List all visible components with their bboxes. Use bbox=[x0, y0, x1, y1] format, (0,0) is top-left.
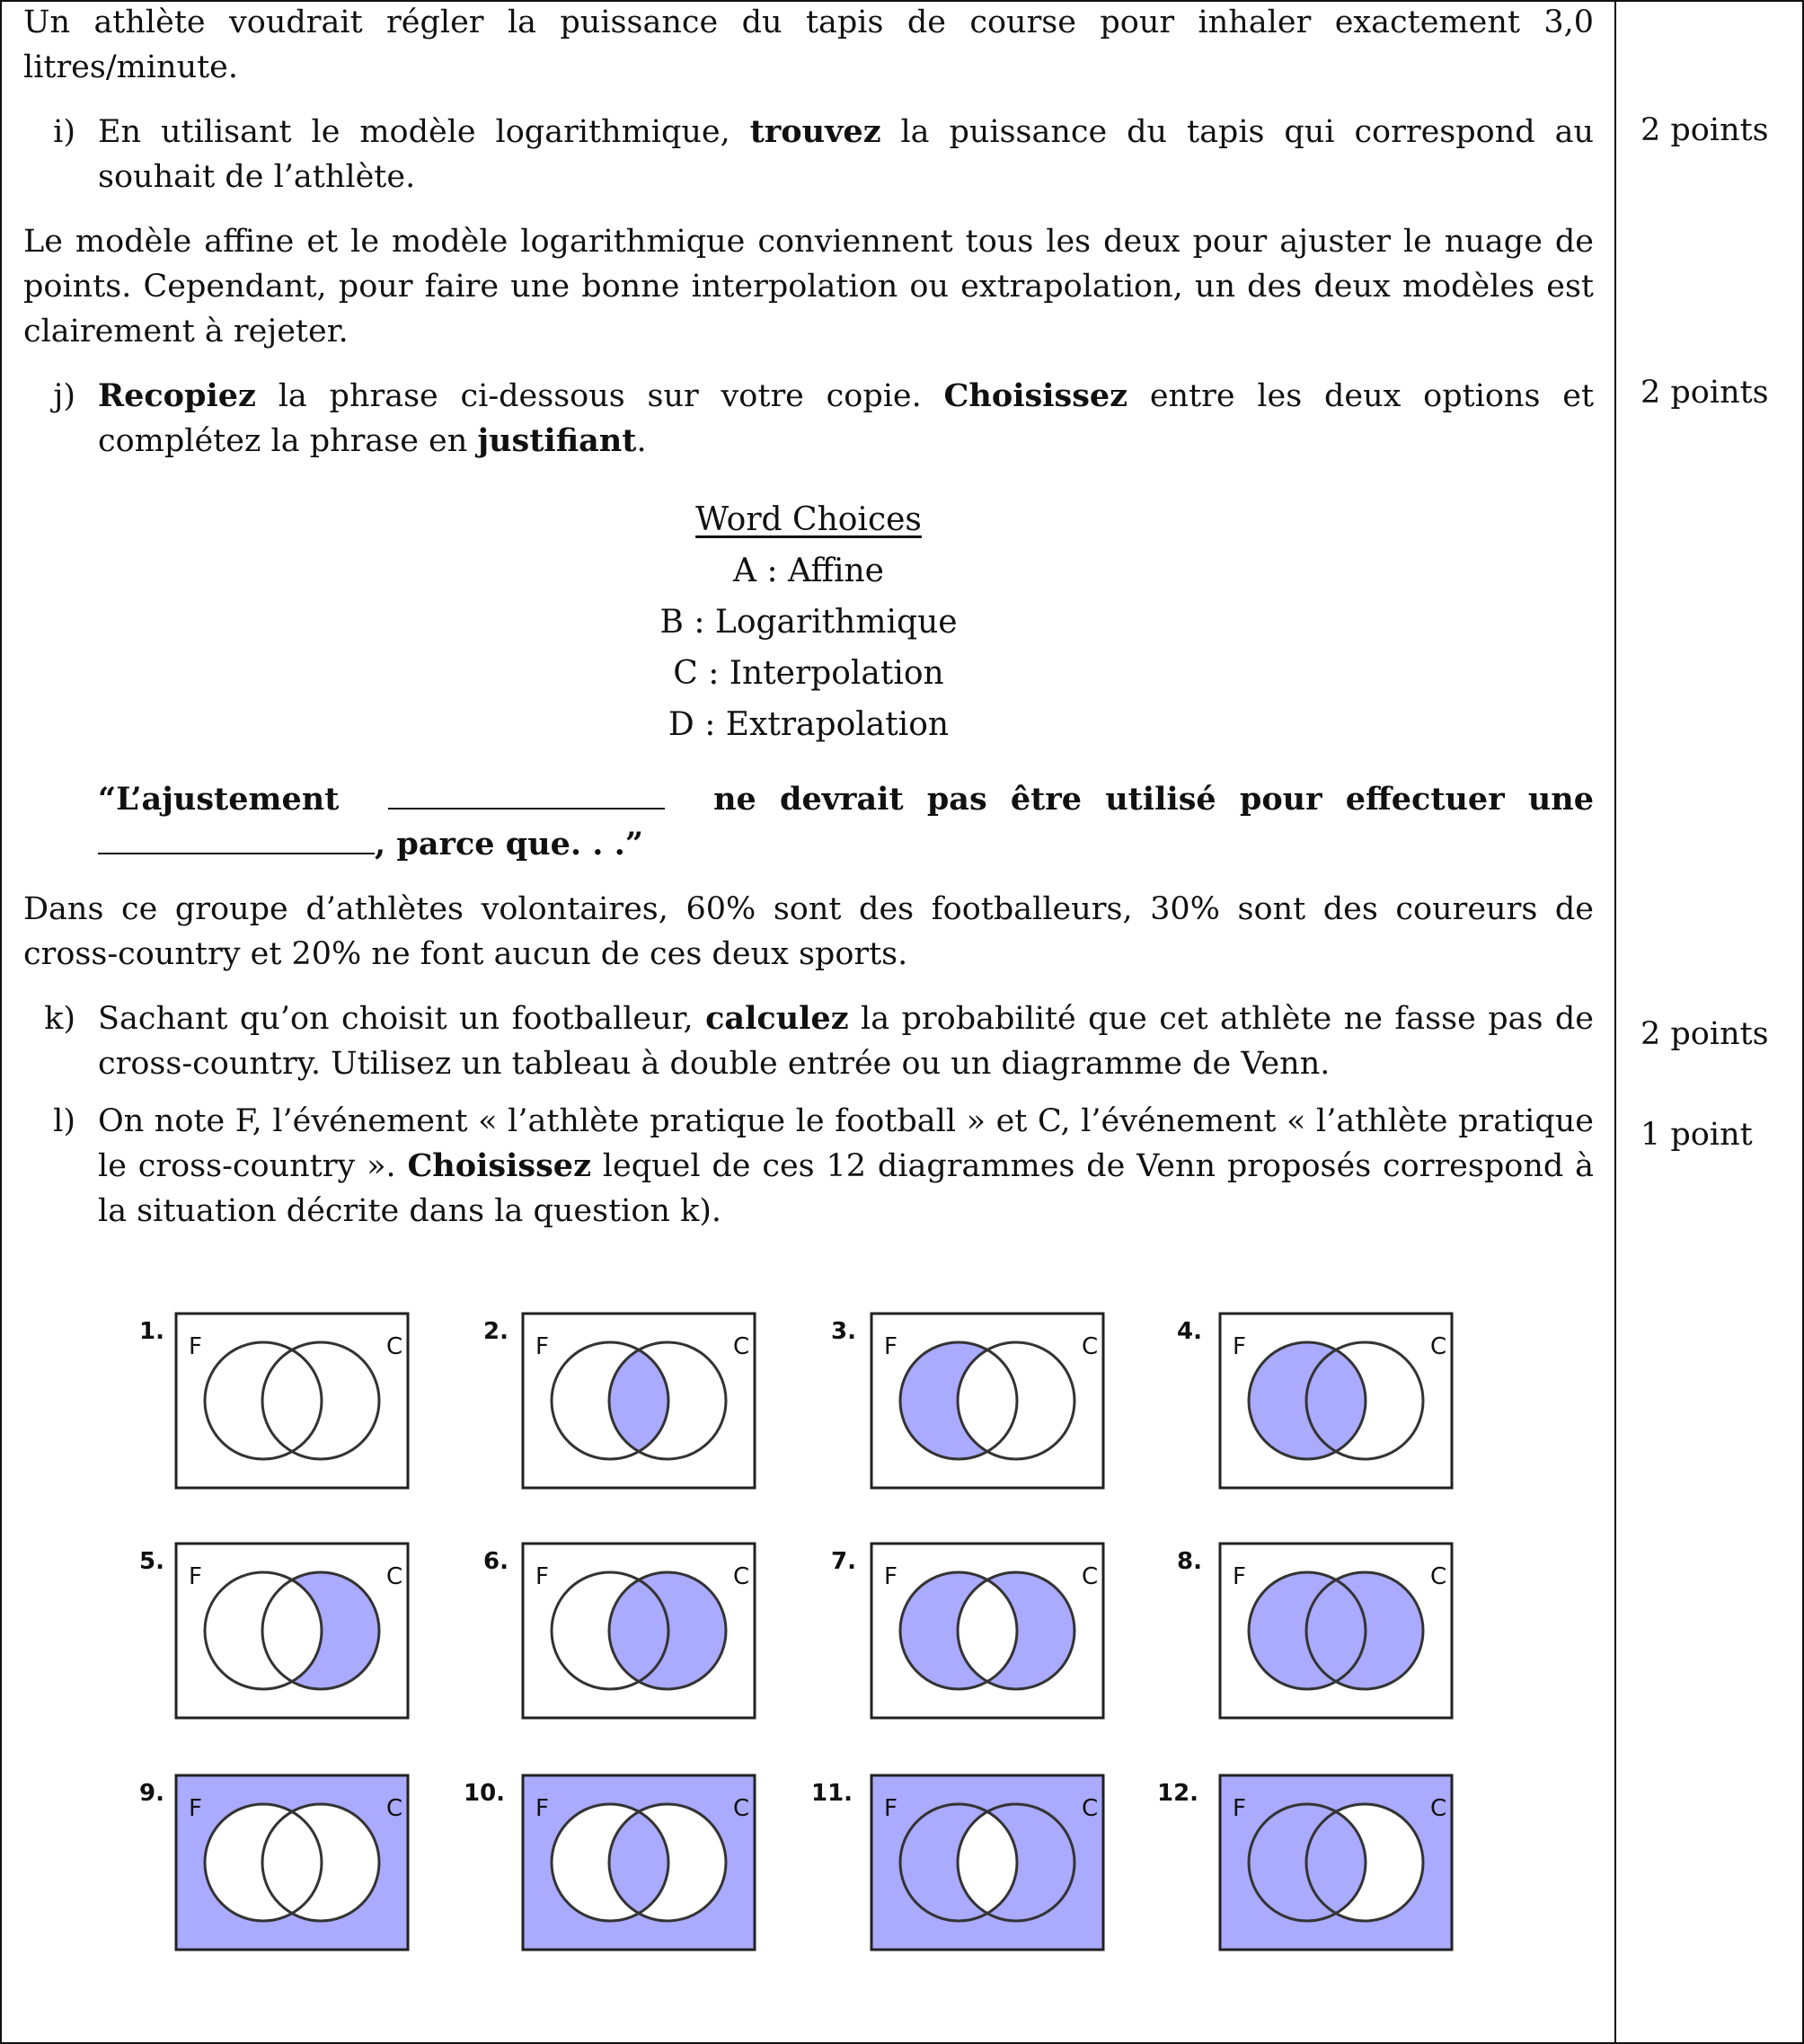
venn-label-f: F bbox=[535, 1333, 549, 1360]
athletes-paragraph: Dans ce groupe d’athlètes volontaires, 60% sont des footballeurs, 30% sont des coureurs de cross-country et 20% ne font aucun de ces deux sports. bbox=[23, 891, 1594, 972]
venn-label-f: F bbox=[1233, 1795, 1246, 1822]
word-choices-heading: Word Choices bbox=[695, 501, 922, 538]
question-j: j) Recopiez la phrase ci-dessous sur votre copie. Choisissez entre les deux options et complétez la phrase en justifiant. bbox=[23, 374, 1594, 464]
points-l: 1 point bbox=[1640, 1117, 1753, 1153]
venn-number: 7. bbox=[831, 1548, 856, 1575]
venn-label-c: C bbox=[1430, 1333, 1447, 1360]
venn-label-f: F bbox=[884, 1795, 898, 1822]
venn-number: 2. bbox=[483, 1318, 508, 1345]
venn-label-f: F bbox=[189, 1563, 202, 1590]
points-i: 2 points bbox=[1640, 112, 1769, 148]
venn-diagram bbox=[139, 1314, 408, 1488]
venn-label-c: C bbox=[386, 1795, 403, 1822]
question-label: l) bbox=[53, 1103, 75, 1139]
venn-number: 4. bbox=[1177, 1318, 1202, 1345]
word-choice: C : Interpolation bbox=[673, 655, 944, 692]
venn-label-f: F bbox=[535, 1795, 549, 1822]
venn-diagram bbox=[831, 1314, 1103, 1488]
venn-diagram bbox=[1177, 1544, 1452, 1718]
venn-label-c: C bbox=[733, 1563, 750, 1590]
venn-label-c: C bbox=[1082, 1795, 1099, 1822]
question-label: j) bbox=[53, 378, 75, 414]
venn-number: 12. bbox=[1157, 1780, 1199, 1807]
question-l: l) On note F, l’événement « l’athlète pratique le football » et C, l’événement « l’athlète pratique le cross-country ». Choisissez lequel de ces 12 diagrammes de Venn proposés correspond à la situation décrite dans la question k). bbox=[23, 1099, 1594, 1234]
venn-label-f: F bbox=[1233, 1563, 1246, 1590]
venn-diagram bbox=[831, 1544, 1103, 1718]
venn-label-c: C bbox=[1430, 1563, 1447, 1590]
venn-diagram bbox=[483, 1544, 755, 1718]
venn-number: 5. bbox=[139, 1548, 164, 1575]
model-paragraph: Le modèle affine et le modèle logarithmique conviennent tous les deux pour ajuster le nuage de points. Cependant, pour faire une bonne interpolation ou extrapolation, un des deux modèles est clairement à rejeter. bbox=[23, 224, 1594, 350]
venn-label-f: F bbox=[1233, 1333, 1246, 1360]
venn-label-f: F bbox=[189, 1795, 202, 1822]
venn-number: 10. bbox=[464, 1780, 506, 1807]
venn-label-c: C bbox=[386, 1333, 403, 1360]
points-k: 2 points bbox=[1640, 1016, 1769, 1052]
venn-label-f: F bbox=[884, 1563, 898, 1590]
intro-paragraph: Un athlète voudrait régler la puissance du tapis de course pour inhaler exactement 3,0 litres/minute. bbox=[23, 4, 1594, 85]
venn-number: 11. bbox=[811, 1780, 853, 1807]
venn-number: 3. bbox=[831, 1318, 856, 1345]
venn-number: 9. bbox=[139, 1780, 164, 1807]
venn-number: 8. bbox=[1177, 1548, 1202, 1575]
venn-label-f: F bbox=[884, 1333, 898, 1360]
word-choice: D : Extrapolation bbox=[668, 706, 950, 743]
venn-label-c: C bbox=[1082, 1563, 1099, 1590]
venn-label-c: C bbox=[1430, 1795, 1447, 1822]
venn-label-c: C bbox=[386, 1563, 403, 1590]
venn-label-c: C bbox=[1082, 1333, 1099, 1360]
venn-number: 6. bbox=[483, 1548, 508, 1575]
venn-diagram bbox=[1177, 1314, 1452, 1488]
question-label: k) bbox=[44, 1001, 75, 1037]
venn-label-f: F bbox=[189, 1333, 202, 1360]
sentence-to-complete: “L’ajustement ne devrait pas être utilisé pour effectuer une , parce que. . .” bbox=[98, 781, 1594, 863]
question-k: k) Sachant qu’on choisit un footballeur, calculez la probabilité que cet athlète ne fasse pas de cross-country. Utilisez un tableau à double entrée ou un diagramme de Venn. bbox=[23, 996, 1594, 1086]
venn-diagram bbox=[1157, 1775, 1452, 1950]
points-j: 2 points bbox=[1640, 375, 1769, 411]
venn-diagram bbox=[139, 1544, 408, 1718]
venn-diagram bbox=[483, 1314, 755, 1488]
question-i: i) En utilisant le modèle logarithmique, trouvez la puissance du tapis qui correspond au souhait de l’athlète. bbox=[23, 110, 1594, 199]
venn-diagram bbox=[139, 1775, 408, 1950]
venn-label-c: C bbox=[733, 1333, 750, 1360]
venn-label-c: C bbox=[733, 1795, 750, 1822]
venn-number: 1. bbox=[139, 1318, 164, 1345]
question-label: i) bbox=[53, 114, 75, 150]
venn-diagram bbox=[811, 1775, 1103, 1950]
venn-diagram bbox=[464, 1775, 755, 1950]
venn-label-f: F bbox=[535, 1563, 549, 1590]
word-choice: B : Logarithmique bbox=[659, 604, 958, 641]
word-choice: A : Affine bbox=[733, 553, 884, 589]
